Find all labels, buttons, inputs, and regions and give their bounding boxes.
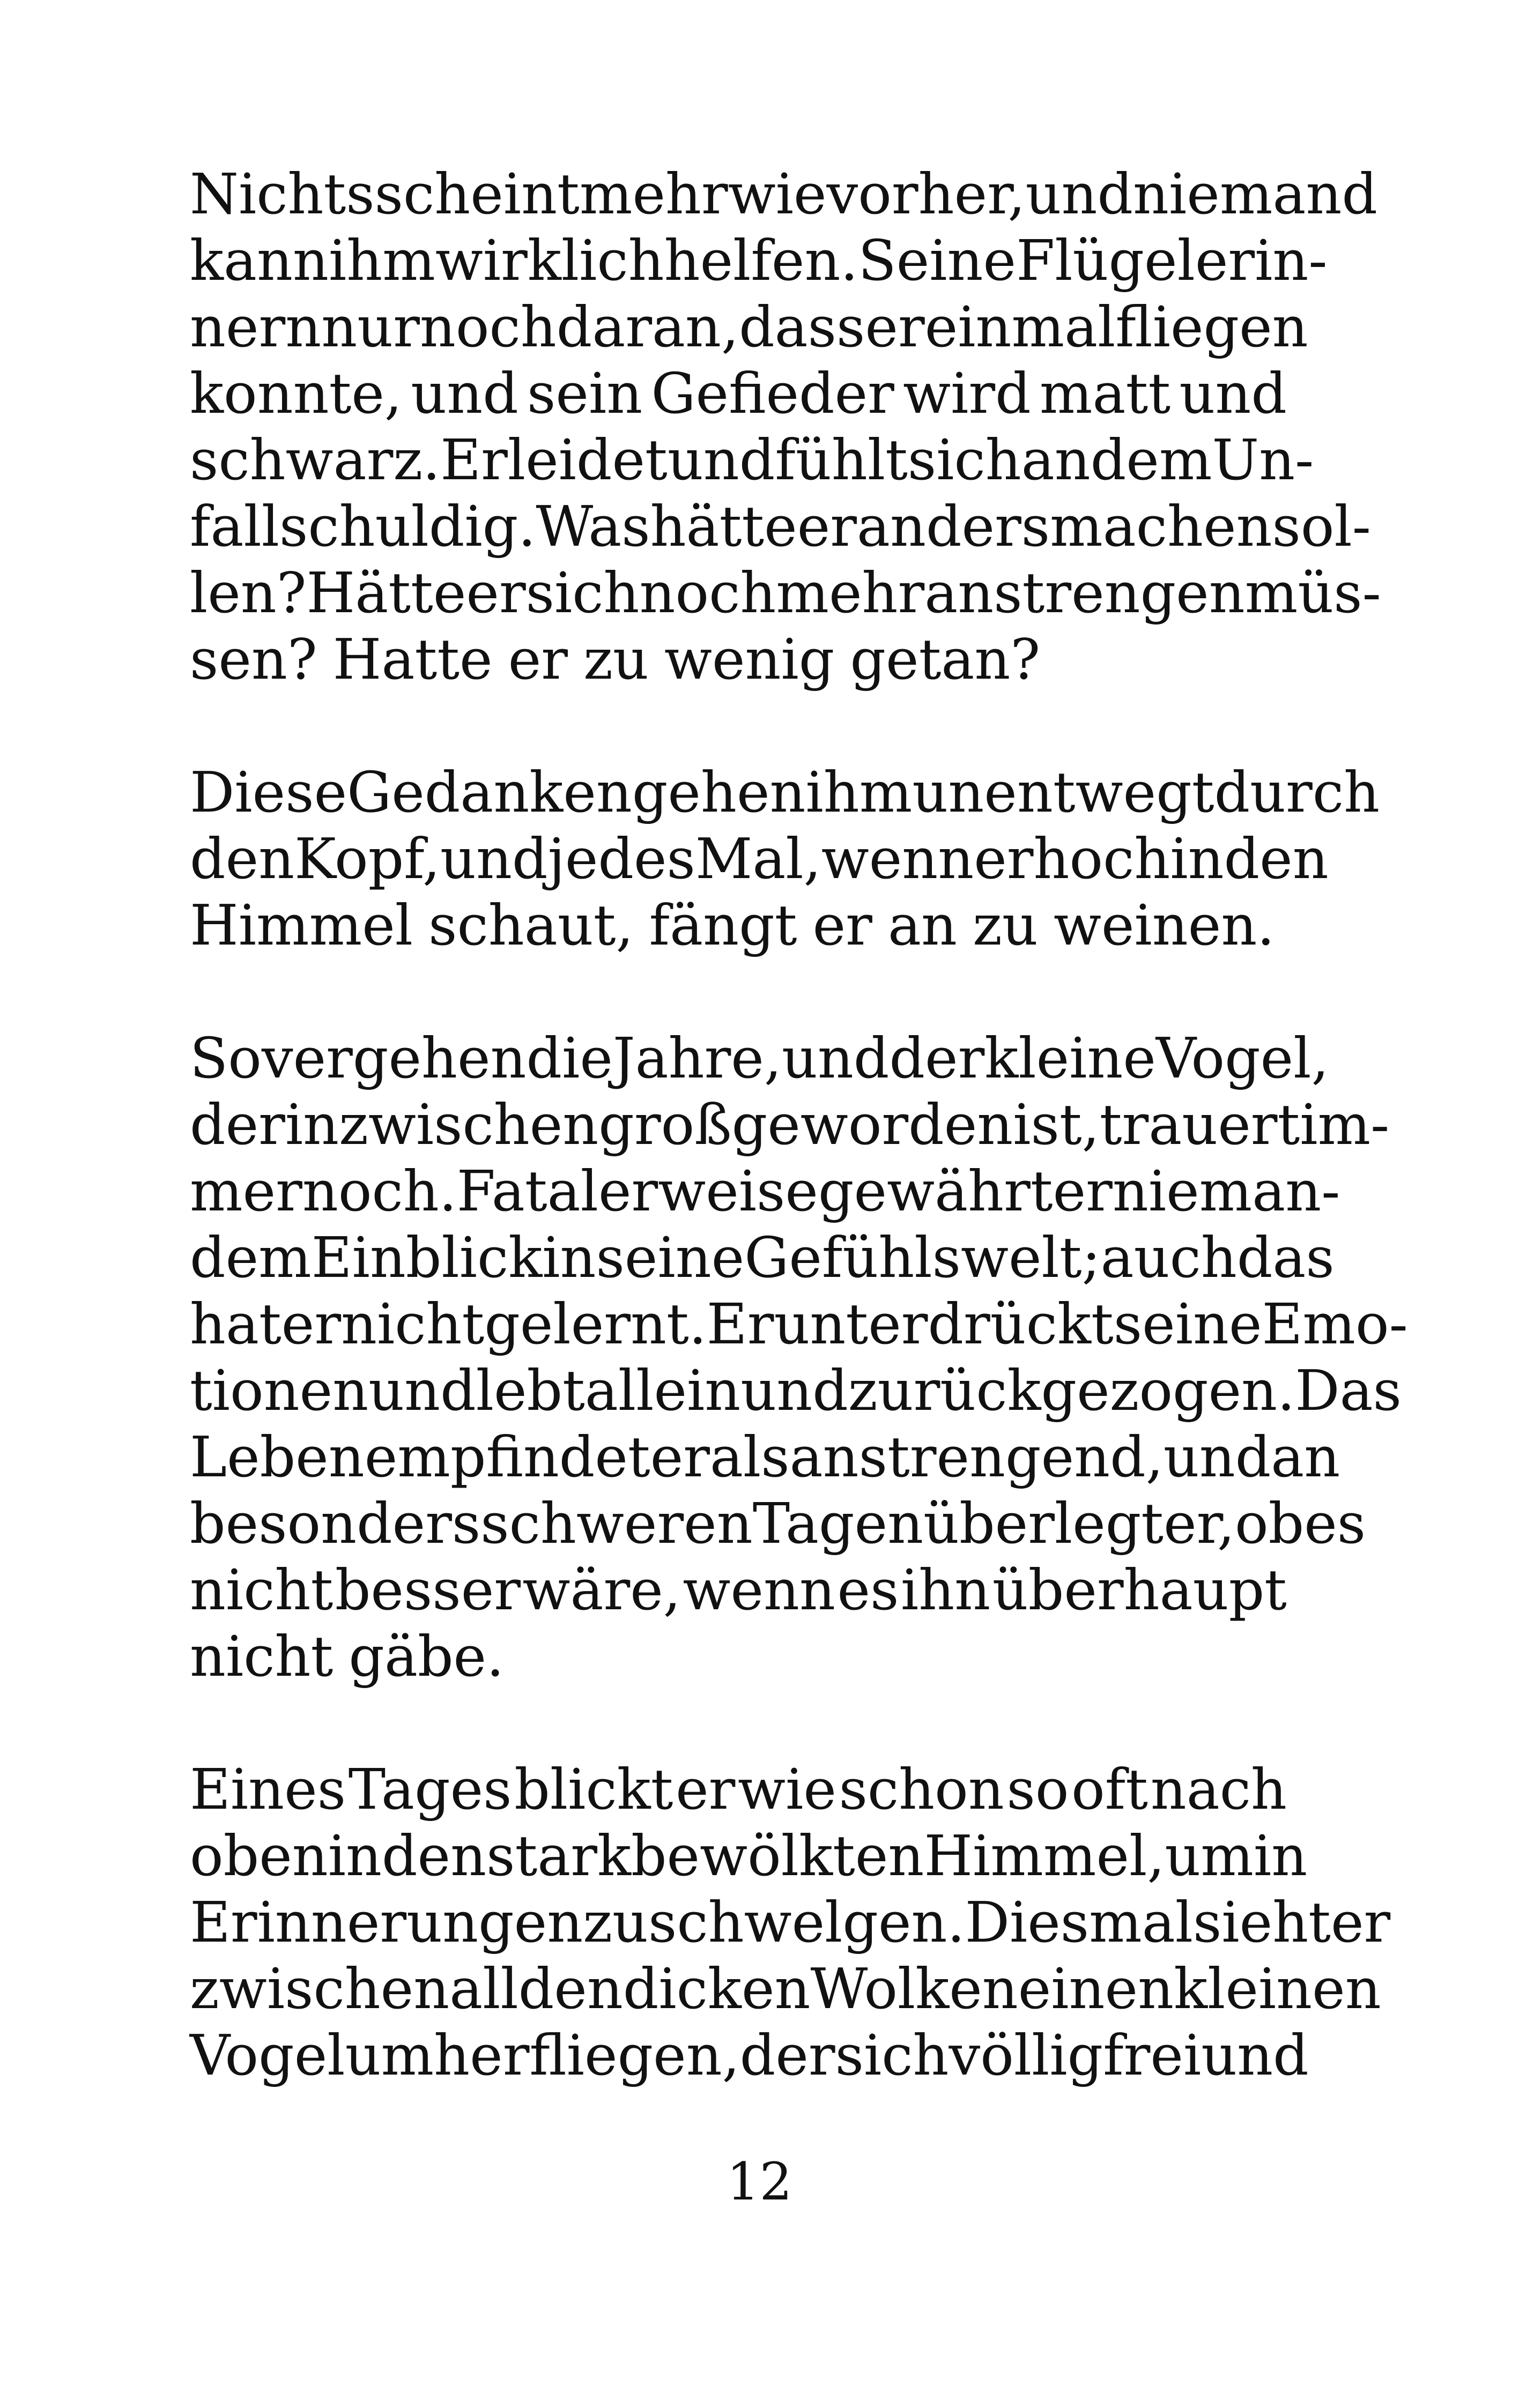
text-line — [190, 227, 1328, 294]
word: nicht — [341, 1291, 485, 1357]
word: groß — [598, 1092, 732, 1157]
word: gewährt — [818, 1158, 1053, 1224]
word: Vogel — [190, 2023, 345, 2088]
word: Diesmal — [965, 1890, 1194, 1955]
word: er — [466, 560, 526, 626]
word: an — [1271, 1424, 1340, 1490]
word: und — [1179, 361, 1287, 426]
word: mehr — [776, 560, 925, 626]
text-line — [190, 1224, 1335, 1291]
word: schuldig. — [279, 494, 536, 559]
word: dicken — [623, 1956, 811, 2021]
word: nicht — [190, 1557, 334, 1623]
word: unterdrückt — [774, 1291, 1114, 1357]
word: den — [381, 1823, 487, 1889]
word: wenn — [821, 826, 974, 891]
word: er — [797, 494, 857, 559]
word: schwelgen. — [648, 1890, 965, 1955]
word: getan? — [850, 627, 1041, 692]
word: an — [1021, 427, 1091, 493]
word: anders — [856, 494, 1050, 559]
word: Jahre, — [612, 1025, 782, 1091]
word: so — [1006, 1757, 1069, 1822]
word: und — [1201, 2023, 1309, 2088]
text-line — [190, 759, 1380, 826]
word: in — [1254, 1823, 1308, 1889]
word: er — [650, 1424, 710, 1490]
text-line — [190, 1756, 1287, 1823]
text-line — [190, 1557, 1287, 1623]
word: konnte, — [190, 361, 402, 426]
word: der — [739, 2023, 835, 2088]
word: zu — [973, 893, 1038, 958]
word: in — [1170, 826, 1224, 891]
word: in — [328, 1823, 382, 1889]
word: anstrengend, — [789, 1424, 1164, 1490]
paragraph — [190, 759, 1380, 958]
text-line — [190, 1357, 1402, 1424]
word: wenn — [683, 1557, 835, 1623]
word: niemand — [1133, 161, 1378, 227]
paragraph — [190, 161, 1381, 693]
word: blickt — [514, 1757, 673, 1822]
word: gäbe. — [349, 1624, 505, 1689]
word: Gefühlswelt; — [744, 1225, 1101, 1290]
paragraph — [190, 1025, 1408, 1690]
word: er — [1330, 1890, 1391, 1955]
word: an — [887, 893, 957, 958]
word: das — [1236, 1225, 1335, 1290]
word: helfen. — [664, 228, 858, 293]
word: hätte — [650, 494, 797, 559]
word: Erinnerungen — [190, 1890, 583, 1955]
word: vergehen — [261, 1025, 527, 1091]
word: und — [440, 826, 548, 891]
word: Er — [706, 1291, 774, 1357]
word: er — [974, 826, 1034, 891]
word: all — [449, 1956, 518, 2021]
word: Hatte — [332, 627, 493, 692]
word: und — [1025, 161, 1133, 227]
word: zu — [583, 627, 649, 692]
text-line — [190, 826, 1329, 892]
word: gehen — [632, 760, 806, 825]
word: und — [1163, 1424, 1271, 1490]
word: Mal, — [695, 826, 821, 891]
text-line — [190, 161, 1378, 227]
text-line — [190, 1889, 1391, 1956]
word: Hätte — [306, 560, 466, 626]
word: die — [526, 1025, 613, 1091]
text-line — [190, 560, 1381, 626]
word: fühlt — [775, 427, 908, 493]
text-line — [190, 2022, 1309, 2089]
text-line — [190, 1490, 1366, 1557]
word: sol- — [1272, 494, 1371, 559]
word: dass — [739, 294, 865, 360]
word: mehr — [579, 161, 728, 227]
word: sieht — [1193, 1890, 1331, 1955]
text-line — [190, 1823, 1308, 1889]
word: den — [1224, 826, 1329, 891]
word: den — [518, 1956, 623, 2021]
word: tionen — [190, 1358, 369, 1423]
word: Wolken — [810, 1956, 1018, 2021]
word: der — [889, 1025, 985, 1091]
word: Tagen — [752, 1491, 924, 1556]
word: allein — [584, 1358, 741, 1423]
text-line — [190, 493, 1371, 560]
word: stark — [486, 1823, 631, 1889]
word: Himmel, — [924, 1823, 1165, 1889]
word: schaut, — [428, 893, 634, 958]
word: Das — [1295, 1358, 1402, 1423]
word: wenig — [664, 627, 835, 692]
word: seine — [596, 1225, 745, 1290]
word: völlig — [949, 2023, 1103, 2088]
word: es — [1304, 1491, 1366, 1556]
word: ob — [1235, 1491, 1305, 1556]
word: hoch — [1033, 826, 1170, 891]
word: Diese — [190, 760, 347, 825]
word: nur — [321, 294, 420, 360]
word: als — [709, 1424, 790, 1490]
word: len? — [190, 560, 307, 626]
word: ihm — [805, 760, 913, 825]
word: wäre, — [522, 1557, 681, 1623]
word: kann — [190, 228, 329, 293]
word: Himmel — [190, 893, 413, 958]
word: nieman- — [1112, 1158, 1340, 1224]
word: in — [542, 1225, 596, 1290]
word: er — [281, 1291, 342, 1357]
word: Tages — [348, 1757, 512, 1822]
word: besonders — [190, 1491, 481, 1556]
word: Gedanken — [347, 760, 632, 825]
word: durch — [1214, 760, 1380, 825]
word: Eines — [190, 1757, 346, 1822]
word: sich — [907, 427, 1021, 493]
word: einmal — [924, 294, 1116, 360]
word: noch — [419, 294, 557, 360]
text-line — [190, 626, 1287, 693]
word: Fatalerweise — [456, 1158, 818, 1224]
word: fall — [190, 494, 280, 559]
word: überlegt — [923, 1491, 1164, 1556]
text-line — [190, 427, 1314, 493]
word: ihn — [901, 1557, 991, 1623]
word: überhaupt — [992, 1557, 1287, 1623]
word: und — [740, 1358, 848, 1423]
word: im- — [1300, 1092, 1390, 1157]
word: müs- — [1244, 560, 1381, 626]
word: Emo- — [1262, 1291, 1408, 1357]
word: Er — [440, 427, 508, 493]
word: nach — [1150, 1757, 1287, 1822]
word: scheint — [374, 161, 580, 227]
word: Vogel, — [1155, 1025, 1329, 1091]
word: hat — [190, 1291, 281, 1357]
word: oft — [1071, 1757, 1148, 1822]
word: Un- — [1212, 427, 1314, 493]
word: daran, — [556, 294, 739, 360]
word: wie — [738, 1757, 836, 1822]
word: er — [865, 294, 925, 360]
word: Kopf, — [294, 826, 441, 891]
page-number: 12 — [727, 2152, 792, 2212]
word: fängt — [649, 893, 797, 958]
word: inzwischen — [285, 1092, 599, 1157]
text-line — [190, 1091, 1390, 1158]
text-line — [190, 1158, 1340, 1224]
word: Seine — [858, 228, 1017, 293]
word: Nichts — [190, 161, 375, 227]
word: schwarz. — [190, 427, 441, 493]
word: trauert — [1099, 1092, 1300, 1157]
word: dem — [1090, 427, 1212, 493]
word: um — [1165, 1823, 1254, 1889]
word: erin- — [1195, 228, 1328, 293]
word: unentwegt — [912, 760, 1214, 825]
text-line — [190, 1424, 1340, 1490]
word: und — [368, 1358, 476, 1423]
word: wirklich — [435, 228, 664, 293]
word: empfindet — [364, 1424, 650, 1490]
word: weinen. — [1053, 893, 1275, 958]
text-line — [190, 1025, 1329, 1091]
word: und — [411, 361, 518, 426]
word: oben — [190, 1823, 328, 1889]
word: machen — [1050, 494, 1272, 559]
word: noch. — [302, 1158, 457, 1224]
word: jedes — [547, 826, 695, 891]
word: dem — [190, 1225, 312, 1290]
word: sich — [525, 560, 640, 626]
text-line — [190, 294, 1308, 360]
word: wie — [728, 161, 827, 227]
word: Leben — [190, 1424, 365, 1490]
word: und — [667, 427, 775, 493]
text-line — [190, 1291, 1408, 1357]
word: So — [190, 1025, 262, 1091]
word: mer — [190, 1158, 302, 1224]
body-text — [190, 161, 1408, 2155]
word: vorher, — [826, 161, 1026, 227]
word: einen — [1018, 1956, 1174, 2021]
word: noch — [639, 560, 776, 626]
word: wird — [903, 361, 1031, 426]
word: und — [781, 1025, 890, 1091]
word: er — [508, 627, 568, 692]
word: kleine — [984, 1025, 1156, 1091]
word: er — [676, 1757, 736, 1822]
word: anstrengen — [924, 560, 1245, 626]
word: er, — [1164, 1491, 1235, 1556]
text-line — [190, 892, 1287, 958]
word: schweren — [480, 1491, 753, 1556]
word: bewölkten — [631, 1823, 924, 1889]
word: matt — [1039, 361, 1171, 426]
word: sen? — [190, 627, 317, 692]
word: schon — [839, 1757, 1004, 1822]
word: Gefieder — [651, 361, 894, 426]
word: Was — [536, 494, 650, 559]
text-line — [190, 360, 1287, 427]
word: er — [1053, 1158, 1113, 1224]
word: der — [190, 1092, 285, 1157]
word: ist, — [1013, 1092, 1100, 1157]
word: frei — [1103, 2023, 1202, 2088]
word: gelernt. — [484, 1291, 707, 1357]
word: leidet — [507, 427, 668, 493]
word: er — [812, 893, 872, 958]
word: zu — [583, 1890, 648, 1955]
word: es — [837, 1557, 899, 1623]
word: besser — [335, 1557, 521, 1623]
paragraph — [190, 1756, 1391, 2089]
word: auch — [1100, 1225, 1237, 1290]
word: geworden — [731, 1092, 1013, 1157]
word: den — [190, 826, 295, 891]
text-line — [190, 1956, 1381, 2022]
word: umherfliegen, — [345, 2023, 740, 2088]
word: Flügel — [1016, 228, 1195, 293]
word: sein — [527, 361, 643, 426]
word: seine — [1113, 1291, 1262, 1357]
word: zurückgezogen. — [848, 1358, 1295, 1423]
word: nicht — [190, 1624, 334, 1689]
word: lebt — [476, 1358, 585, 1423]
word: Einblick — [311, 1225, 543, 1290]
word: zwischen — [190, 1956, 450, 2021]
word: sich — [835, 2023, 949, 2088]
word: kleinen — [1174, 1956, 1381, 2021]
word: ihm — [328, 228, 435, 293]
word: fliegen — [1115, 294, 1308, 360]
text-line — [190, 1623, 1287, 1690]
word: nern — [190, 294, 322, 360]
